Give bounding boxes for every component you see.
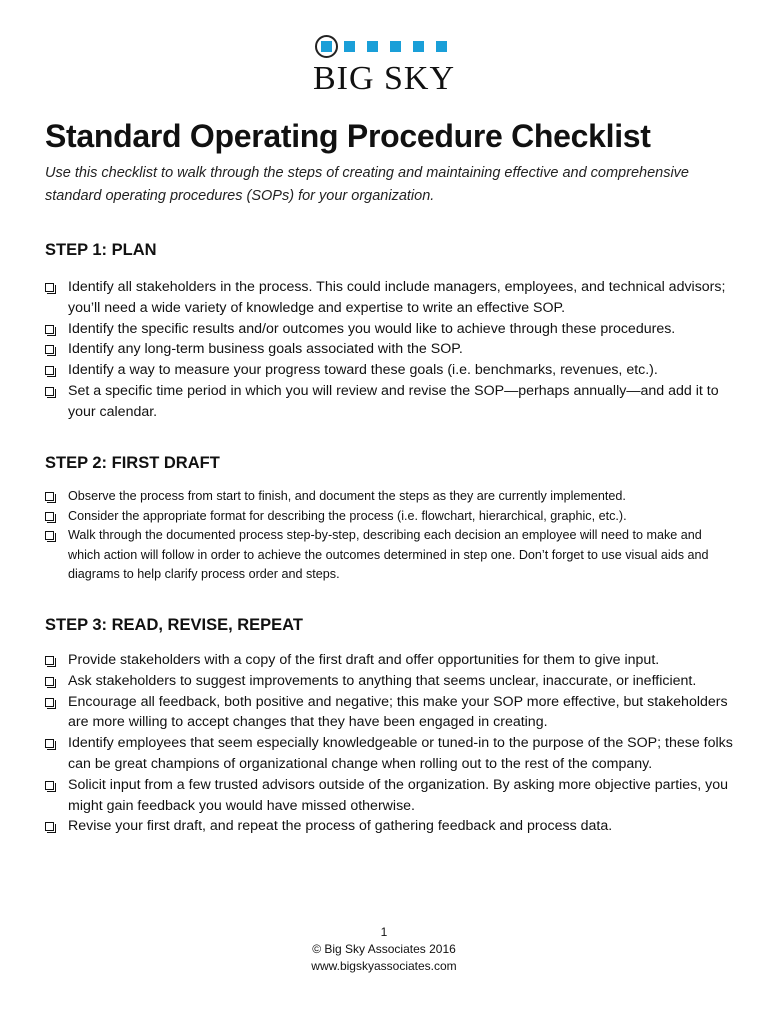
checkbox-icon[interactable]	[45, 698, 54, 707]
checkbox-icon[interactable]	[45, 492, 54, 501]
big-sky-logo	[0, 34, 768, 98]
step-3-checklist	[45, 650, 735, 837]
checklist-item[interactable]: Observe the process from start to finish, and document the steps as they are currently implemented.	[45, 487, 735, 507]
page-footer	[0, 924, 768, 975]
checklist-item[interactable]: Solicit input from a few trusted advisors outside of the organization. By asking more objective parties, you might gain feedback you would have missed otherwise.	[45, 775, 735, 817]
logo-wordmark: BIG SKY	[312, 60, 456, 97]
step-3-heading: STEP 3: READ, REVISE, REPEAT	[45, 616, 303, 634]
website-link[interactable]: www.bigskyassociates.com	[311, 959, 457, 973]
step-2-checklist	[45, 487, 735, 585]
checkbox-icon[interactable]	[45, 531, 54, 540]
step-1-checklist	[45, 277, 735, 423]
page-number: 1	[380, 925, 388, 939]
intro-text: Use this checklist to walk through the steps of creating and maintaining effective and comprehensive standard operating procedures (SOPs) for your organization.	[45, 165, 689, 204]
checkbox-icon[interactable]	[45, 387, 54, 396]
checkbox-icon[interactable]	[45, 656, 54, 665]
copyright-text: © Big Sky Associates 2016	[312, 942, 456, 956]
checklist-item[interactable]: Walk through the documented process step-by-step, describing each decision an employee will need to make and which action will follow in order to achieve the outcomes determined in step one. Don’t forget to use visual aids and diagrams to help clarify process order and steps.	[45, 526, 735, 585]
logo-square	[344, 41, 355, 52]
checklist-item[interactable]: Identify any long-term business goals associated with the SOP.	[45, 339, 735, 360]
checkbox-icon[interactable]	[45, 283, 54, 292]
checklist-item[interactable]: Consider the appropriate format for describing the process (i.e. flowchart, hierarchical, graphic, etc.).	[45, 507, 735, 527]
checkbox-icon[interactable]	[45, 325, 54, 334]
checklist-item[interactable]: Encourage all feedback, both positive and negative; this make your SOP more effective, but stakeholders are more willing to accept changes that they have been engaged in creating.	[45, 692, 735, 734]
checklist-item[interactable]: Identify employees that seem especially knowledgeable or tuned-in to the purpose of the SOP; these folks can be great champions of organizational change when rolling out to the rest of the company.	[45, 733, 735, 775]
checklist-item[interactable]: Revise your first draft, and repeat the process of gathering feedback and process data.	[45, 816, 735, 837]
logo-square	[367, 41, 378, 52]
logo-square	[436, 41, 447, 52]
checkbox-icon[interactable]	[45, 512, 54, 521]
logo-squares	[0, 34, 768, 58]
checklist-item[interactable]: Identify a way to measure your progress toward these goals (i.e. benchmarks, revenues, etc.).	[45, 360, 735, 381]
step-1-heading: STEP 1: PLAN	[45, 241, 157, 259]
logo-square-circled	[321, 41, 332, 52]
page-title: Standard Operating Procedure Checklist	[45, 118, 651, 154]
checkbox-icon[interactable]	[45, 781, 54, 790]
checkbox-icon[interactable]	[45, 677, 54, 686]
checklist-item[interactable]: Set a specific time period in which you will review and revise the SOP—perhaps annually—and add it to your calendar.	[45, 381, 735, 423]
checkbox-icon[interactable]	[45, 739, 54, 748]
logo-square	[390, 41, 401, 52]
logo-square	[413, 41, 424, 52]
step-2-heading: STEP 2: FIRST DRAFT	[45, 454, 220, 472]
checkbox-icon[interactable]	[45, 822, 54, 831]
checklist-item[interactable]: Identify the specific results and/or outcomes you would like to achieve through these procedures.	[45, 319, 735, 340]
checkbox-icon[interactable]	[45, 366, 54, 375]
checkbox-icon[interactable]	[45, 345, 54, 354]
checklist-item[interactable]: Provide stakeholders with a copy of the first draft and offer opportunities for them to give input.	[45, 650, 735, 671]
checklist-item[interactable]: Ask stakeholders to suggest improvements to anything that seems unclear, inaccurate, or inefficient.	[45, 671, 735, 692]
checklist-item[interactable]: Identify all stakeholders in the process. This could include managers, employees, and technical advisors; you’ll need a wide variety of knowledge and expertise to write an effective SOP.	[45, 277, 735, 319]
